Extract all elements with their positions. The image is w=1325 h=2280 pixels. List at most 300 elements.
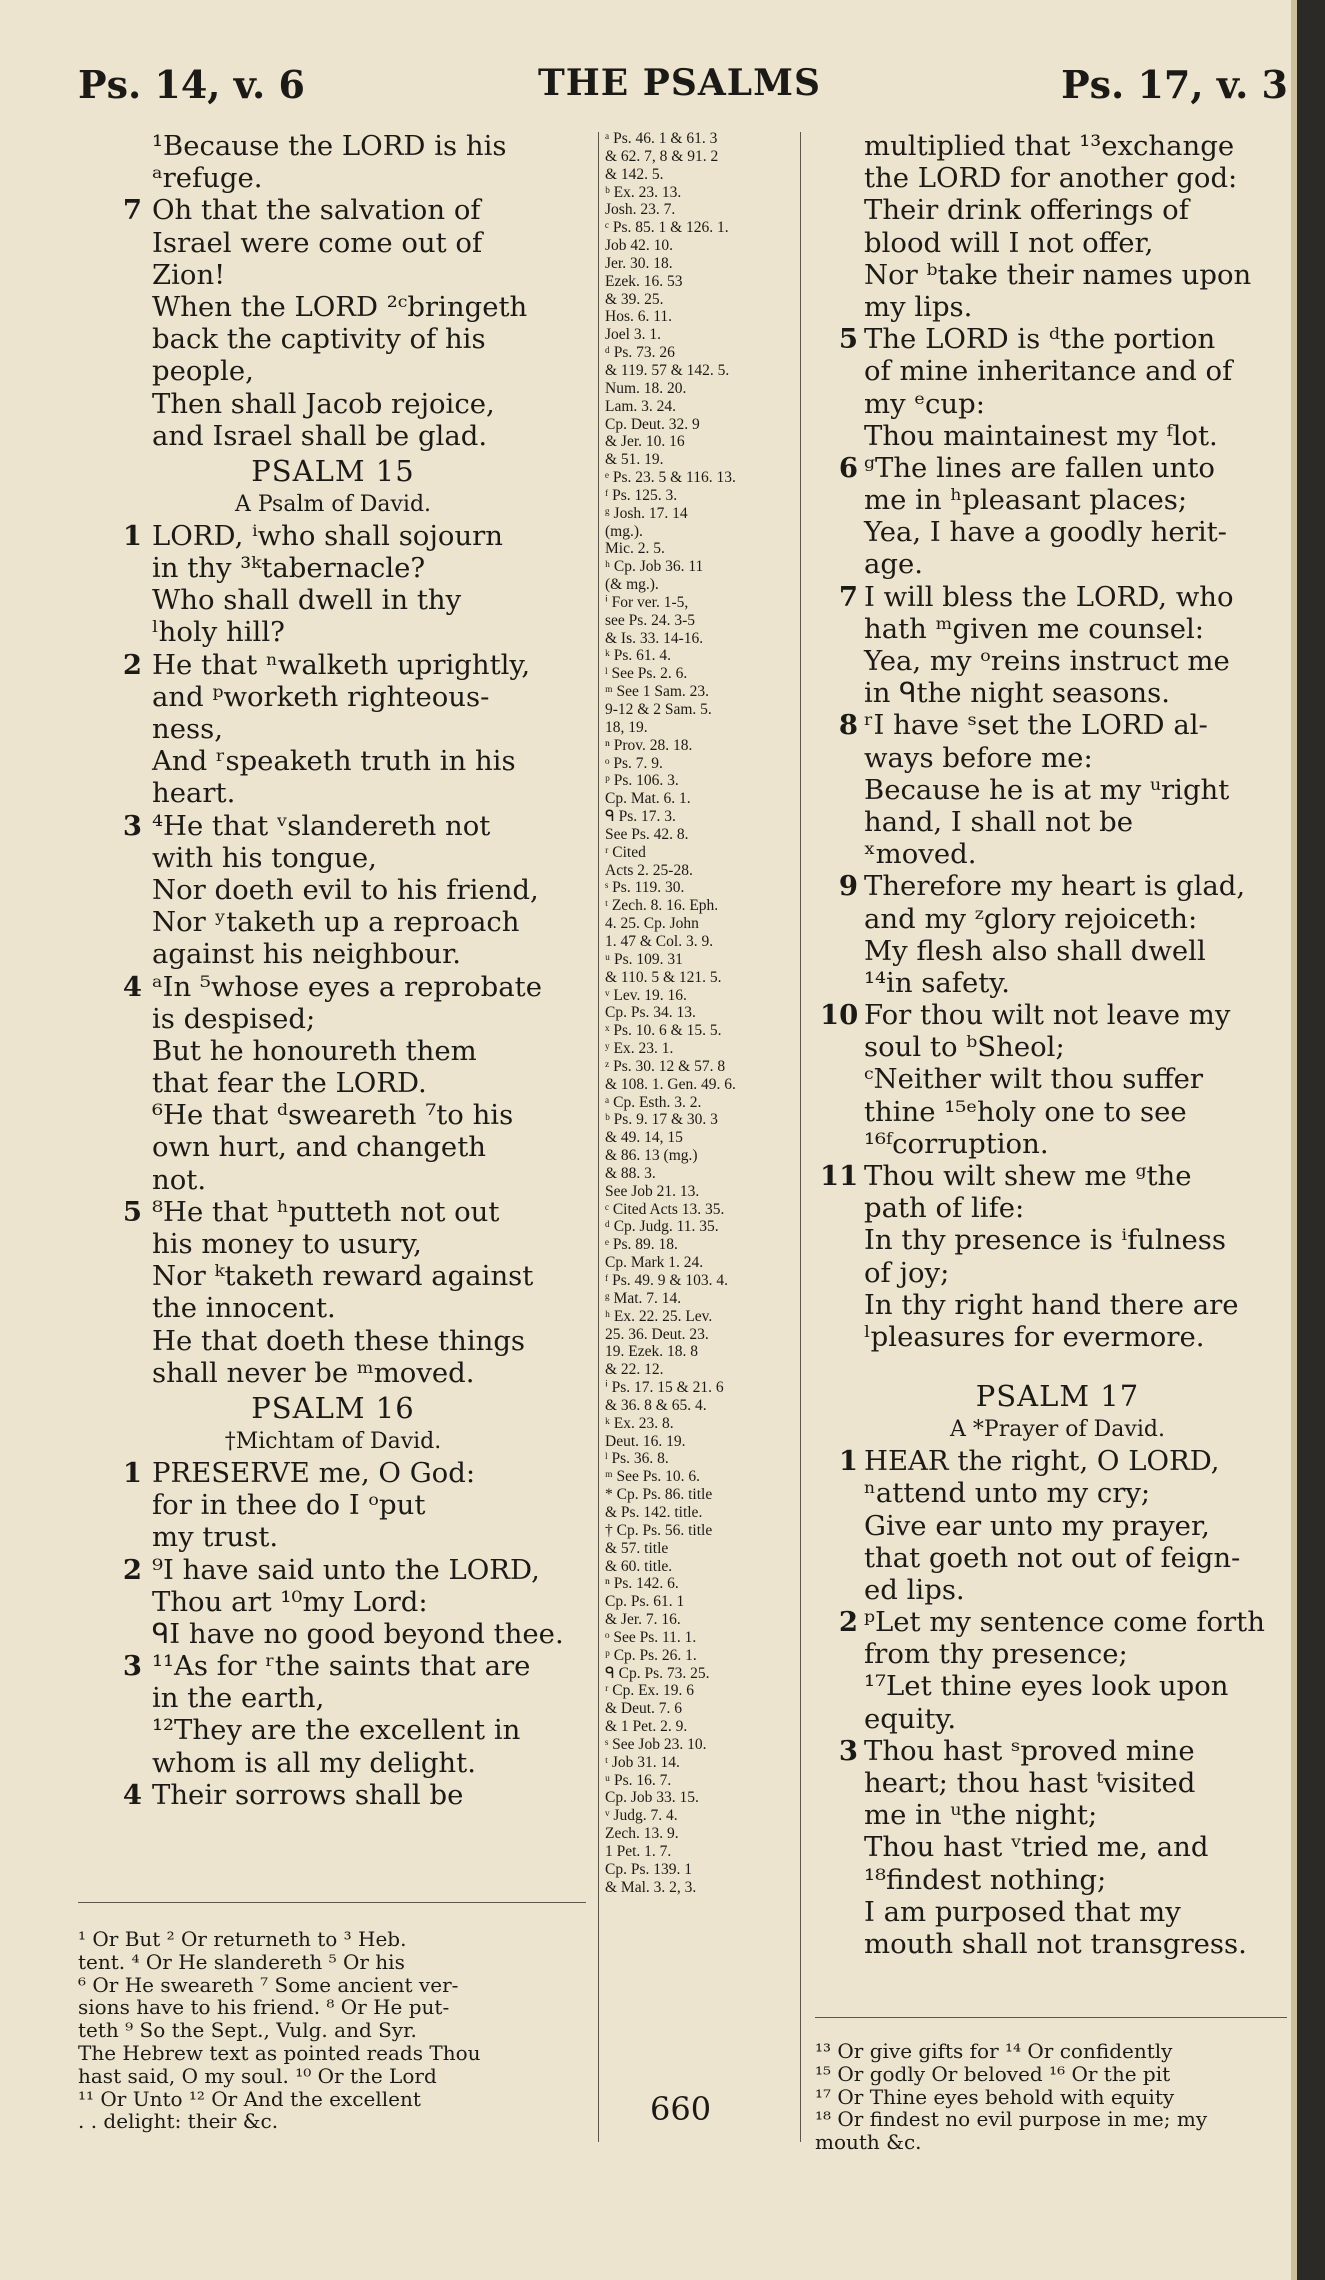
verse-line bbox=[820, 1735, 1295, 1767]
cross-reference: Acts 2. 25-28. bbox=[605, 861, 693, 879]
verse-text: ed lips. bbox=[864, 1573, 965, 1606]
verse-text: in ᑫthe night seasons. bbox=[864, 677, 1170, 710]
verse-text: is despised; bbox=[152, 1002, 316, 1035]
footnote-line: ¹ Or But ² Or returneth to ³ Heb. bbox=[78, 1927, 407, 1951]
verse-text: For thou wilt not leave my bbox=[864, 999, 1231, 1032]
verse-text: me in ᵘthe night; bbox=[864, 1799, 1098, 1832]
verse-text: He that doeth these things bbox=[152, 1324, 526, 1357]
cross-reference: Deut. 16. 19. bbox=[605, 1432, 686, 1450]
cross-reference: Zech. 13. 9. bbox=[605, 1825, 679, 1843]
cross-reference: Cp. Mark 1. 24. bbox=[605, 1254, 704, 1272]
cross-reference: † Cp. Ps. 56. title bbox=[605, 1521, 713, 1539]
cross-reference: 1. 47 & Col. 3. 9. bbox=[605, 932, 714, 950]
verse-text: ˡholy hill? bbox=[152, 616, 285, 649]
cross-reference: ʳ Cp. Ex. 19. 6 bbox=[605, 1682, 695, 1700]
verse-text: of joy; bbox=[864, 1256, 950, 1289]
verse-line bbox=[78, 1003, 588, 1035]
psalm-superscription: A *Prayer of David. bbox=[950, 1417, 1165, 1443]
cross-reference: Cp. Ps. 139. 1 bbox=[605, 1860, 692, 1878]
verse-line bbox=[78, 1067, 588, 1099]
footnote-line: ⁶ Or He sweareth ⁷ Some ancient ver- bbox=[78, 1972, 459, 1997]
cross-reference: See Ps. 42. 8. bbox=[605, 825, 689, 843]
cross-reference: Josh. 23. 7. bbox=[605, 201, 676, 219]
verse-line bbox=[820, 1031, 1295, 1063]
footnote-line: mouth &c. bbox=[815, 2130, 922, 2155]
cross-reference: & 86. 13 (mg.) bbox=[605, 1147, 698, 1165]
verse-text: hath ᵐgiven me counsel: bbox=[864, 612, 1205, 645]
verse-text: ᵃIn ⁵whose eyes a reprobate bbox=[152, 970, 543, 1003]
verse-line bbox=[820, 1542, 1295, 1574]
cross-reference: & 22. 12. bbox=[605, 1361, 664, 1379]
verse-text: people, bbox=[152, 355, 254, 388]
verse-number: 4 bbox=[122, 970, 142, 1003]
verse-text: the innocent. bbox=[152, 1292, 336, 1325]
verse-text: whom is all my delight. bbox=[152, 1746, 476, 1779]
verse-line bbox=[820, 581, 1295, 613]
verse-text: blood will I not offer, bbox=[864, 226, 1154, 259]
cross-reference: Ezek. 16. 53 bbox=[605, 272, 683, 290]
cross-reference: & Jer. 7. 16. bbox=[605, 1611, 681, 1629]
footnote-rule-left bbox=[78, 1902, 586, 1903]
verse-line bbox=[820, 194, 1295, 226]
cross-reference: ⁱ For ver. 1-5, bbox=[605, 593, 689, 611]
verse-line bbox=[820, 1257, 1295, 1289]
cross-reference: ᵗ Job 31. 14. bbox=[605, 1753, 680, 1771]
cross-reference: ⁿ Prov. 28. 18. bbox=[605, 736, 693, 754]
cross-reference: ᵈ Ps. 73. 26 bbox=[605, 344, 675, 362]
verse-text: Then shall Jacob rejoice, bbox=[152, 387, 495, 420]
cross-reference: & Mal. 3. 2, 3. bbox=[605, 1878, 697, 1896]
verse-text: ᶜNeither wilt thou suffer bbox=[864, 1063, 1204, 1096]
verse-line bbox=[78, 971, 588, 1003]
verse-line bbox=[820, 1224, 1295, 1256]
verse-line bbox=[78, 906, 588, 938]
verse-line bbox=[78, 194, 588, 226]
verse-line bbox=[820, 227, 1295, 259]
verse-text: ¹Because the LORD is his bbox=[152, 130, 507, 162]
verse-line bbox=[820, 1703, 1295, 1735]
verse-line bbox=[820, 774, 1295, 806]
verse-text: and ᵖworketh righteous- bbox=[152, 680, 490, 713]
verse-line bbox=[78, 1618, 588, 1650]
cross-reference: Cp. Ps. 34. 13. bbox=[605, 1004, 696, 1022]
cross-reference: ᶜ Cited Acts 13. 35. bbox=[605, 1200, 725, 1218]
verse-text: and my ᶻglory rejoiceth: bbox=[864, 902, 1198, 935]
cross-reference: ᵘ Ps. 109. 31 bbox=[605, 950, 683, 968]
verse-text: My flesh also shall dwell bbox=[864, 934, 1206, 967]
verse-text: Nor ᵇtake their names upon bbox=[864, 258, 1252, 291]
verse-text: ⁿattend unto my cry; bbox=[864, 1477, 1151, 1510]
verse-text: ʳI have ˢset the LORD al- bbox=[864, 709, 1208, 742]
verse-text: When the LORD ²ᶜbringeth bbox=[152, 290, 528, 323]
cross-reference: & 36. 8 & 65. 4. bbox=[605, 1396, 707, 1414]
verse-text: path of life: bbox=[864, 1192, 1025, 1225]
verse-line bbox=[78, 1779, 588, 1811]
verse-text: of mine inheritance and of bbox=[864, 355, 1233, 388]
verse-text: ⁴He that ᵛslandereth not bbox=[152, 809, 491, 842]
cross-reference: ⁱ Ps. 17. 15 & 21. 6 bbox=[605, 1379, 724, 1397]
verse-line bbox=[78, 584, 588, 616]
verse-line bbox=[78, 130, 588, 162]
verse-line bbox=[78, 1035, 588, 1067]
footnote-line: ¹³ Or give gifts for ¹⁴ Or confidently bbox=[815, 2039, 1173, 2063]
cross-reference: & Deut. 7. 6 bbox=[605, 1700, 683, 1718]
cross-reference: & 142. 5. bbox=[605, 165, 664, 183]
verse-line bbox=[78, 162, 588, 194]
cross-reference: & 88. 3. bbox=[605, 1164, 656, 1182]
verse-line bbox=[78, 874, 588, 906]
verse-line bbox=[820, 1767, 1295, 1799]
verse-text: Zion! bbox=[152, 258, 226, 291]
verse-text: my ᵉcup: bbox=[864, 387, 985, 420]
cross-reference: & 51. 19. bbox=[605, 451, 664, 469]
verse-line bbox=[820, 130, 1295, 162]
verse-text: against his neighbour. bbox=[152, 938, 461, 971]
cross-reference: ᵍ Josh. 17. 14 bbox=[605, 504, 688, 522]
cross-reference: ᵒ See Ps. 11. 1. bbox=[605, 1628, 697, 1646]
verse-text: age. bbox=[864, 548, 924, 581]
verse-text: ¹²They are the excellent in bbox=[152, 1714, 521, 1747]
verse-line bbox=[820, 323, 1295, 355]
verse-text: my lips. bbox=[864, 290, 973, 323]
footnotes-left bbox=[78, 1928, 588, 2133]
verse-number: 1 bbox=[838, 1445, 858, 1478]
cross-reference: ⁿ Ps. 142. 6. bbox=[605, 1575, 679, 1593]
verse-line bbox=[78, 1325, 588, 1357]
verse-line bbox=[820, 452, 1295, 484]
verse-text: And ʳspeaketh truth in his bbox=[152, 745, 516, 778]
verse-line bbox=[820, 291, 1295, 323]
verse-number: 5 bbox=[122, 1195, 142, 1228]
spacer bbox=[820, 1353, 1295, 1377]
verse-line bbox=[820, 1477, 1295, 1509]
cross-reference: & Jer. 10. 16 bbox=[605, 433, 685, 451]
cross-reference: ˢ Ps. 119. 30. bbox=[605, 879, 685, 897]
verse-text: In thy presence is ⁱfulness bbox=[864, 1224, 1226, 1257]
verse-text: back the captivity of his bbox=[152, 323, 486, 356]
verse-text: Therefore my heart is glad, bbox=[864, 870, 1246, 903]
verse-text: But he honoureth them bbox=[152, 1034, 477, 1067]
cross-reference: & 49. 14, 15 bbox=[605, 1129, 683, 1147]
verse-line bbox=[820, 1606, 1295, 1638]
verse-number: 2 bbox=[838, 1606, 858, 1639]
verse-line bbox=[820, 1160, 1295, 1192]
cross-reference-column bbox=[605, 130, 790, 1897]
verse-text: I will bless the LORD, who bbox=[864, 580, 1234, 613]
verse-line bbox=[78, 1196, 588, 1228]
verse-line bbox=[78, 323, 588, 355]
verse-text: in thy ³ᵏtabernacle? bbox=[152, 552, 426, 585]
verse-text: Oh that the salvation of bbox=[152, 194, 481, 227]
verse-text: Nor ʸtaketh up a reproach bbox=[152, 906, 520, 939]
verse-text: heart. bbox=[152, 777, 236, 810]
verse-line bbox=[820, 1445, 1295, 1477]
verse-line bbox=[78, 681, 588, 713]
footnote-line: ¹⁵ Or godly Or beloved ¹⁶ Or the pit bbox=[815, 2061, 1171, 2086]
cross-reference: & 62. 7, 8 & 91. 2 bbox=[605, 147, 719, 165]
verse-line bbox=[78, 1650, 588, 1682]
verse-text: in the earth, bbox=[152, 1682, 325, 1715]
verse-line bbox=[820, 742, 1295, 774]
verse-number: 3 bbox=[122, 1650, 142, 1683]
cross-reference: ʸ Ex. 23. 1. bbox=[605, 1040, 674, 1058]
verse-line bbox=[78, 745, 588, 777]
cross-reference: Jer. 30. 18. bbox=[605, 254, 673, 272]
cross-reference: Cp. Ps. 61. 1 bbox=[605, 1593, 685, 1611]
verse-text: ¹⁶ᶠcorruption. bbox=[864, 1127, 1049, 1160]
verse-number: 3 bbox=[122, 809, 142, 842]
verse-line bbox=[820, 838, 1295, 870]
cross-reference: Job 42. 10. bbox=[605, 237, 674, 255]
verse-text: He that ⁿwalketh uprightly, bbox=[152, 648, 531, 681]
verse-line bbox=[820, 1638, 1295, 1670]
footnote-rule-right bbox=[815, 2017, 1287, 2018]
verse-line bbox=[820, 903, 1295, 935]
verse-line bbox=[78, 355, 588, 387]
footnote-line: The Hebrew text as pointed reads Thou bbox=[78, 2040, 481, 2065]
cross-reference: ᵐ See 1 Sam. 23. bbox=[605, 683, 710, 701]
cross-reference: see Ps. 24. 3-5 bbox=[605, 611, 695, 629]
cross-reference: Cp. Mat. 6. 1. bbox=[605, 790, 691, 808]
footnote-line: ¹⁷ Or Thine eyes behold with equity bbox=[815, 2084, 1175, 2109]
verse-line bbox=[820, 1831, 1295, 1863]
verse-text: own hurt, and changeth bbox=[152, 1131, 486, 1164]
verse-line bbox=[820, 806, 1295, 838]
verse-text: LORD, ⁱwho shall sojourn bbox=[152, 519, 504, 552]
cross-reference: ᵖ Cp. Ps. 26. 1. bbox=[605, 1646, 697, 1664]
verse-line bbox=[78, 420, 588, 452]
verse-number: 7 bbox=[122, 194, 142, 227]
verse-line bbox=[820, 1896, 1295, 1928]
verse-line bbox=[820, 1799, 1295, 1831]
cross-reference: ᶠ Ps. 125. 3. bbox=[605, 486, 678, 504]
verse-text: Nor ᵏtaketh reward against bbox=[152, 1260, 534, 1293]
psalm-superscription: A Psalm of David. bbox=[234, 491, 432, 517]
verse-text: Because he is at my ᵘright bbox=[864, 773, 1230, 806]
verse-text: with his tongue, bbox=[152, 841, 377, 874]
verse-text: ⁸He that ʰputteth not out bbox=[152, 1195, 500, 1228]
verse-text: soul to ᵇSheol; bbox=[864, 1031, 1065, 1064]
verse-number: 5 bbox=[838, 323, 858, 356]
verse-line bbox=[78, 777, 588, 809]
verse-line bbox=[78, 1099, 588, 1131]
verse-line bbox=[78, 259, 588, 291]
footnote-line: . . delight: their &c. bbox=[78, 2109, 279, 2134]
verse-text: for in thee do I ᵒput bbox=[152, 1489, 426, 1522]
cross-reference: ᵛ Judg. 7. 4. bbox=[605, 1807, 678, 1825]
cross-reference: Lam. 3. 24. bbox=[605, 397, 677, 415]
verse-line bbox=[820, 1574, 1295, 1606]
verse-text: shall never be ᵐmoved. bbox=[152, 1356, 475, 1389]
verse-text: ⁶He that ᵈsweareth ⁷to his bbox=[152, 1099, 514, 1132]
header-left-ref: Ps. 14, v. 6 bbox=[78, 62, 305, 107]
verse-number: 6 bbox=[838, 451, 858, 484]
verse-line bbox=[78, 616, 588, 648]
right-text-column bbox=[820, 130, 1295, 1960]
verse-line bbox=[820, 259, 1295, 291]
cross-reference: Cp. Job 33. 15. bbox=[605, 1789, 699, 1807]
verse-line bbox=[78, 552, 588, 584]
verse-line bbox=[820, 935, 1295, 967]
cross-reference: & 39. 25. bbox=[605, 290, 664, 308]
verse-text: Nor doeth evil to his friend, bbox=[152, 873, 539, 906]
cross-reference: ᵒ Ps. 7. 9. bbox=[605, 754, 663, 772]
cross-reference: Mic. 2. 5. bbox=[605, 540, 665, 558]
verse-line bbox=[820, 613, 1295, 645]
verse-line bbox=[820, 1510, 1295, 1542]
cross-reference: ᵉ Ps. 23. 5 & 116. 13. bbox=[605, 469, 736, 487]
psalm-heading: PSALM 15 bbox=[251, 453, 415, 488]
cross-reference: ᵇ Ps. 9. 17 & 30. 3 bbox=[605, 1111, 718, 1129]
verse-text: PRESERVE me, O God: bbox=[152, 1456, 476, 1489]
verse-line bbox=[820, 1289, 1295, 1321]
verse-text: Give ear unto my prayer, bbox=[864, 1509, 1210, 1542]
cross-reference: & 57. title bbox=[605, 1539, 669, 1557]
column-divider-left bbox=[598, 132, 599, 2142]
cross-reference: ᑫ Cp. Ps. 73. 25. bbox=[605, 1664, 710, 1682]
verse-line bbox=[820, 1192, 1295, 1224]
verse-line bbox=[78, 842, 588, 874]
verse-line bbox=[820, 645, 1295, 677]
verse-line bbox=[78, 1260, 588, 1292]
psalm-superscription: †Michtam of David. bbox=[224, 1428, 442, 1454]
verse-text: Thou hast ˢproved mine bbox=[864, 1734, 1195, 1767]
verse-text: not. bbox=[152, 1163, 207, 1196]
verse-line bbox=[78, 1682, 588, 1714]
verse-text: ¹⁴in safety. bbox=[864, 966, 1010, 999]
footnote-line: hast said, O my soul. ¹⁰ Or the Lord bbox=[78, 2063, 437, 2088]
verse-line bbox=[78, 713, 588, 745]
cross-reference: ˡ Ps. 36. 8. bbox=[605, 1450, 669, 1468]
cross-reference: ᵖ Ps. 106. 3. bbox=[605, 772, 679, 790]
footnote-line: sions have to his friend. ⁸ Or He put- bbox=[78, 1995, 450, 2020]
cross-reference: ʰ Ex. 22. 25. Lev. bbox=[605, 1307, 713, 1325]
cross-reference: ʳ Cited bbox=[605, 843, 646, 861]
cross-reference: & 1 Pet. 2. 9. bbox=[605, 1718, 688, 1736]
verse-text: ¹⁷Let thine eyes look upon bbox=[864, 1670, 1229, 1703]
footnote-line: tent. ⁴ Or He slandereth ⁵ Or his bbox=[78, 1949, 405, 1974]
verse-text: The LORD is ᵈthe portion bbox=[864, 323, 1216, 356]
cross-reference: & Is. 33. 14-16. bbox=[605, 629, 704, 647]
verse-line bbox=[820, 999, 1295, 1031]
cross-reference: (mg.). bbox=[605, 522, 643, 540]
verse-line bbox=[820, 1096, 1295, 1128]
verse-text: Thou maintainest my ᶠlot. bbox=[864, 419, 1218, 452]
verse-text: my trust. bbox=[152, 1521, 279, 1554]
verse-number: 10 bbox=[820, 999, 859, 1032]
cross-reference: ᵍ Mat. 7. 14. bbox=[605, 1289, 682, 1307]
verse-text: Their drink offerings of bbox=[864, 194, 1189, 227]
verse-line bbox=[78, 1357, 588, 1389]
cross-reference: ᵏ Ps. 61. 4. bbox=[605, 647, 672, 665]
verse-line bbox=[820, 1864, 1295, 1896]
footnote-line: teth ⁹ So the Sept., Vulg. and Syr. bbox=[78, 2018, 417, 2043]
verse-line bbox=[820, 1670, 1295, 1702]
verse-line bbox=[820, 967, 1295, 999]
cross-reference: & 108. 1. Gen. 49. 6. bbox=[605, 1075, 736, 1093]
verse-line bbox=[820, 548, 1295, 580]
verse-line bbox=[820, 516, 1295, 548]
cross-reference: ᵛ Lev. 19. 16. bbox=[605, 986, 687, 1004]
psalm-heading: PSALM 17 bbox=[975, 1379, 1140, 1414]
verse-number: 4 bbox=[122, 1778, 142, 1811]
verse-line bbox=[78, 1489, 588, 1521]
verse-line bbox=[820, 162, 1295, 194]
verse-text: Thou hast ᵛtried me, and bbox=[864, 1831, 1209, 1864]
verse-text: and Israel shall be glad. bbox=[152, 419, 488, 452]
cross-reference: ᵗ Zech. 8. 16. Eph. bbox=[605, 897, 719, 915]
page-number: 660 bbox=[650, 2090, 712, 2128]
verse-line bbox=[78, 938, 588, 970]
verse-line bbox=[820, 355, 1295, 387]
cross-reference: 4. 25. Cp. John bbox=[605, 915, 699, 933]
verse-text: ᑫI have no good beyond thee. bbox=[152, 1617, 564, 1650]
verse-text: that fear the LORD. bbox=[152, 1067, 427, 1100]
verse-number: 3 bbox=[838, 1734, 858, 1767]
cross-reference: & 60. title. bbox=[605, 1557, 673, 1575]
running-header bbox=[78, 62, 1288, 112]
verse-line bbox=[78, 1457, 588, 1489]
verse-number: 1 bbox=[122, 519, 142, 552]
verse-line bbox=[78, 649, 588, 681]
verse-text: ᵃrefuge. bbox=[152, 162, 263, 195]
verse-line bbox=[78, 1164, 588, 1196]
verse-number: 11 bbox=[820, 1160, 859, 1192]
cross-reference: ᵃ Cp. Esth. 3. 2. bbox=[605, 1093, 702, 1111]
verse-text: Thou wilt shew me ᵍthe bbox=[864, 1160, 1192, 1192]
verse-line bbox=[820, 484, 1295, 516]
cross-reference: 18, 19. bbox=[605, 718, 648, 736]
verse-line bbox=[78, 1554, 588, 1586]
verse-text: that goeth not out of feign- bbox=[864, 1541, 1241, 1574]
binding-shadow bbox=[1297, 0, 1325, 2280]
verse-text: me in ʰpleasant places; bbox=[864, 484, 1188, 517]
verse-number: 2 bbox=[122, 1553, 142, 1586]
verse-text: multiplied that ¹³exchange bbox=[864, 130, 1235, 162]
verse-text: Thou art ¹⁰my Lord: bbox=[152, 1585, 428, 1618]
verse-line bbox=[78, 810, 588, 842]
verse-text: ¹⁸findest nothing; bbox=[864, 1863, 1107, 1896]
cross-reference: Num. 18. 20. bbox=[605, 379, 687, 397]
verse-line bbox=[820, 870, 1295, 902]
verse-line bbox=[78, 1228, 588, 1260]
left-text-column bbox=[78, 130, 588, 1811]
footnotes-right bbox=[815, 2040, 1290, 2154]
verse-text: HEAR the right, O LORD, bbox=[864, 1445, 1220, 1478]
verse-text: ᵍThe lines are fallen unto bbox=[864, 451, 1215, 484]
cross-reference: See Job 21. 13. bbox=[605, 1182, 700, 1200]
verse-text: Their sorrows shall be bbox=[152, 1778, 464, 1811]
verse-text: the LORD for another god: bbox=[864, 162, 1238, 195]
verse-text: ¹¹As for ʳthe saints that are bbox=[152, 1650, 531, 1683]
header-right-ref: Ps. 17, v. 3 bbox=[1061, 62, 1288, 107]
verse-text: mouth shall not transgress. bbox=[864, 1927, 1247, 1960]
verse-number: 8 bbox=[838, 709, 858, 742]
cross-reference: ᵐ See Ps. 10. 6. bbox=[605, 1468, 700, 1486]
verse-line bbox=[78, 1586, 588, 1618]
column-divider-right bbox=[800, 132, 801, 2142]
verse-line bbox=[820, 388, 1295, 420]
cross-reference: ˣ Ps. 10. 6 & 15. 5. bbox=[605, 1022, 722, 1040]
cross-reference: ᶻ Ps. 30. 12 & 57. 8 bbox=[605, 1057, 726, 1075]
verse-line bbox=[78, 1747, 588, 1779]
verse-line bbox=[78, 291, 588, 323]
cross-reference: ᶠ Ps. 49. 9 & 103. 4. bbox=[605, 1272, 728, 1289]
verse-text: ways before me: bbox=[864, 741, 1093, 774]
verse-line bbox=[78, 388, 588, 420]
verse-line bbox=[820, 1128, 1295, 1160]
cross-reference: & 119. 57 & 142. 5. bbox=[605, 361, 730, 379]
